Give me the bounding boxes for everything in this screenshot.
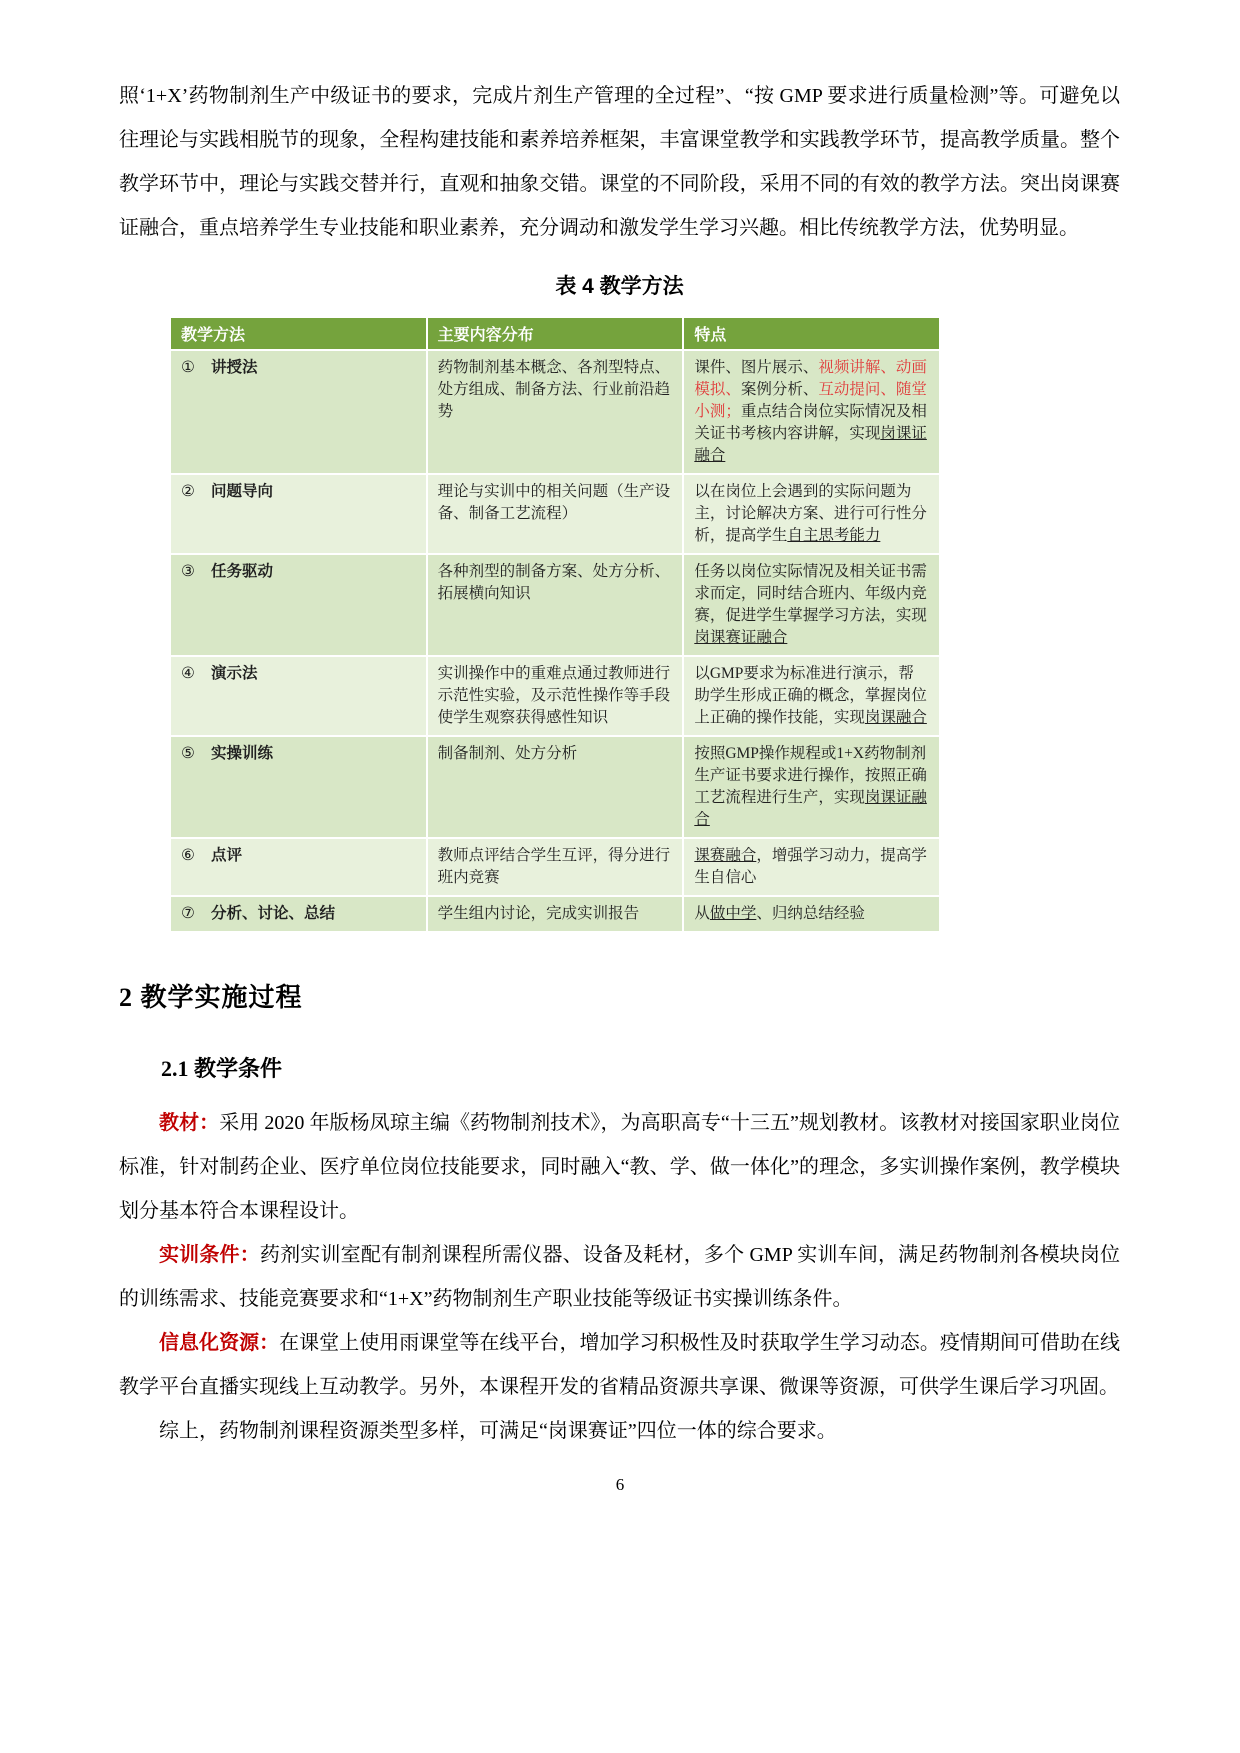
method-name: 分析、讨论、总结 (211, 905, 336, 922)
subsection-heading: 2.1 教学条件 (161, 1056, 283, 1081)
table-row (170, 350, 940, 474)
method-cell (170, 474, 427, 554)
table-row (170, 838, 940, 896)
paragraph: 综上，药物制剂课程资源类型多样，可满足“岗课赛证”四位一体的综合要求。 (159, 1420, 837, 1442)
column-header: 主要内容分布 (427, 317, 684, 350)
method-cell (170, 554, 427, 656)
underlined-keyword: 做中学 (709, 905, 757, 922)
highlight-red-text: 视频讲解、动画模拟、 (694, 359, 927, 398)
row-number: ① (181, 359, 195, 376)
content-cell (427, 736, 684, 838)
method-cell (170, 896, 427, 932)
row-number: ② (181, 483, 195, 500)
row-number: ③ (181, 563, 195, 580)
content-cell (427, 474, 684, 554)
features-cell (683, 474, 940, 554)
cell-text: 实训操作中的重难点通过教师进行示范性实验，及示范性操作等手段使学生观察获得感性知识 (437, 665, 671, 726)
cell-text: 任务以岗位实际情况及相关证书需求而定，同时结合班内、年级内竞赛，促进学生掌握学习方法，实现 (694, 563, 927, 624)
table-caption: 表 4 教学方法 (555, 275, 684, 298)
table-row (170, 656, 940, 736)
features-cell (683, 350, 940, 474)
teaching-methods-table (169, 316, 941, 933)
underlined-keyword: 岗课证融合 (694, 789, 927, 828)
cell-text: 学生组内讨论，完成实训报告 (437, 905, 640, 922)
column-header: 特点 (683, 317, 940, 350)
table-row (170, 474, 940, 554)
underlined-keyword: 自主思考能力 (787, 527, 881, 544)
underlined-keyword: 岗课融合 (864, 709, 927, 726)
cell-text: 理论与实训中的相关问题（生产设备、制备工艺流程） (437, 483, 671, 522)
method-cell (170, 656, 427, 736)
row-number: ⑥ (181, 847, 195, 864)
content-cell (427, 838, 684, 896)
content-cell (427, 896, 684, 932)
method-name: 实操训练 (211, 745, 274, 762)
method-name: 问题导向 (211, 483, 274, 500)
features-cell (683, 736, 940, 838)
cell-text: 、归纳总结经验 (756, 905, 865, 922)
cell-text: 药物制剂基本概念、各剂型特点、处方组成、制备方法、行业前沿趋势 (437, 359, 671, 420)
section-heading: 2 教学实施过程 (119, 983, 303, 1012)
method-name: 讲授法 (211, 359, 258, 376)
highlight-red-text: 互动提问、随堂小测； (694, 381, 927, 420)
cell-text: 课件、图片展示、 (694, 359, 819, 376)
column-header: 教学方法 (170, 317, 427, 350)
cell-text: 制备制剂、处方分析 (437, 745, 578, 762)
underlined-keyword: 岗课证融合 (694, 425, 927, 464)
features-cell (683, 896, 940, 932)
cell-text: 案例分析、 (740, 381, 819, 398)
content-cell (427, 656, 684, 736)
cell-text: ，增强学习动力，提高学生自信心 (694, 847, 927, 886)
method-cell (170, 350, 427, 474)
table-row (170, 554, 940, 656)
paragraph: 实训条件：药剂实训室配有制剂课程所需仪器、设备及耗材，多个 GMP 实训车间，满足药物制剂各模块岗位的训练需求、技能竞赛要求和“1+X”药物制剂生产职业技能等级证书实操训练条件。 (119, 1244, 1121, 1310)
row-number: ⑦ (181, 905, 195, 922)
paragraph-label: 信息化资源： (159, 1332, 280, 1354)
content-cell (427, 350, 684, 474)
underlined-keyword: 课赛融合 (694, 847, 757, 864)
features-cell (683, 554, 940, 656)
body-paragraphs (119, 1101, 1120, 1453)
features-cell (683, 838, 940, 896)
table-header-row (170, 317, 940, 350)
underlined-keyword: 岗课赛证融合 (694, 629, 788, 646)
row-number: ⑤ (181, 745, 195, 762)
content-cell (427, 554, 684, 656)
method-name: 演示法 (211, 665, 258, 682)
paragraph: 教材：采用 2020 年版杨凤琼主编《药物制剂技术》，为高职高专“十三五”规划教材。该教材对接国家职业岗位标准，针对制药企业、医疗单位岗位技能要求，同时融入“教、学、做一体化”的理念，多实训操作案例，教学模块划分基本符合本课程设计。 (119, 1112, 1120, 1222)
cell-text: 重点结合岗位实际情况及相关证书考核内容讲解，实现 (694, 403, 927, 442)
paragraph: 信息化资源：在课堂上使用雨课堂等在线平台，增加学习积极性及时获取学生学习动态。疫情期间可借助在线教学平台直播实现线上互动教学。另外，本课程开发的省精品资源共享课、微课等资源，可供学生课后学习巩固。 (119, 1332, 1121, 1398)
cell-text: 从 (694, 905, 710, 922)
features-cell (683, 656, 940, 736)
cell-text: 教师点评结合学生互评，得分进行班内竞赛 (437, 847, 671, 886)
method-cell (170, 736, 427, 838)
table-row (170, 896, 940, 932)
page-number: 6 (615, 1475, 625, 1494)
method-name: 点评 (211, 847, 243, 864)
intro-paragraph: 照‘1+X’药物制剂生产中级证书的要求，完成片剂生产管理的全过程”、“按 GMP 要求进行质量检测”等。可避免以往理论与实践相脱节的现象，全程构建技能和素养培养框架，丰富课堂教学和实践教学环节，提高教学质量。整个教学环节中，理论与实践交替并行，直观和抽象交错。课堂的不同阶段，采用不同的有效的教学方法。突出岗课赛证融合，重点培养学生专业技能和职业素养，充分调动和激发学生学习兴趣。相比传统教学方法，优势明显。 (119, 85, 1120, 239)
table-row (170, 736, 940, 838)
cell-text: 以在岗位上会遇到的实际问题为主，讨论解决方案、进行可行性分析，提高学生 (694, 483, 927, 544)
paragraph-label: 教材： (159, 1112, 220, 1134)
row-number: ④ (181, 665, 195, 682)
paragraph-label: 实训条件： (159, 1244, 260, 1266)
method-cell (170, 838, 427, 896)
method-name: 任务驱动 (211, 563, 274, 580)
cell-text: 各种剂型的制备方案、处方分析、拓展横向知识 (437, 563, 671, 602)
cell-text: 以GMP要求为标准进行演示，帮助学生形成正确的概念，掌握岗位上正确的操作技能，实现 (694, 665, 927, 726)
cell-text: 按照GMP操作规程或1+X药物制剂生产证书要求进行操作，按照正确工艺流程进行生产，实现 (694, 745, 927, 806)
